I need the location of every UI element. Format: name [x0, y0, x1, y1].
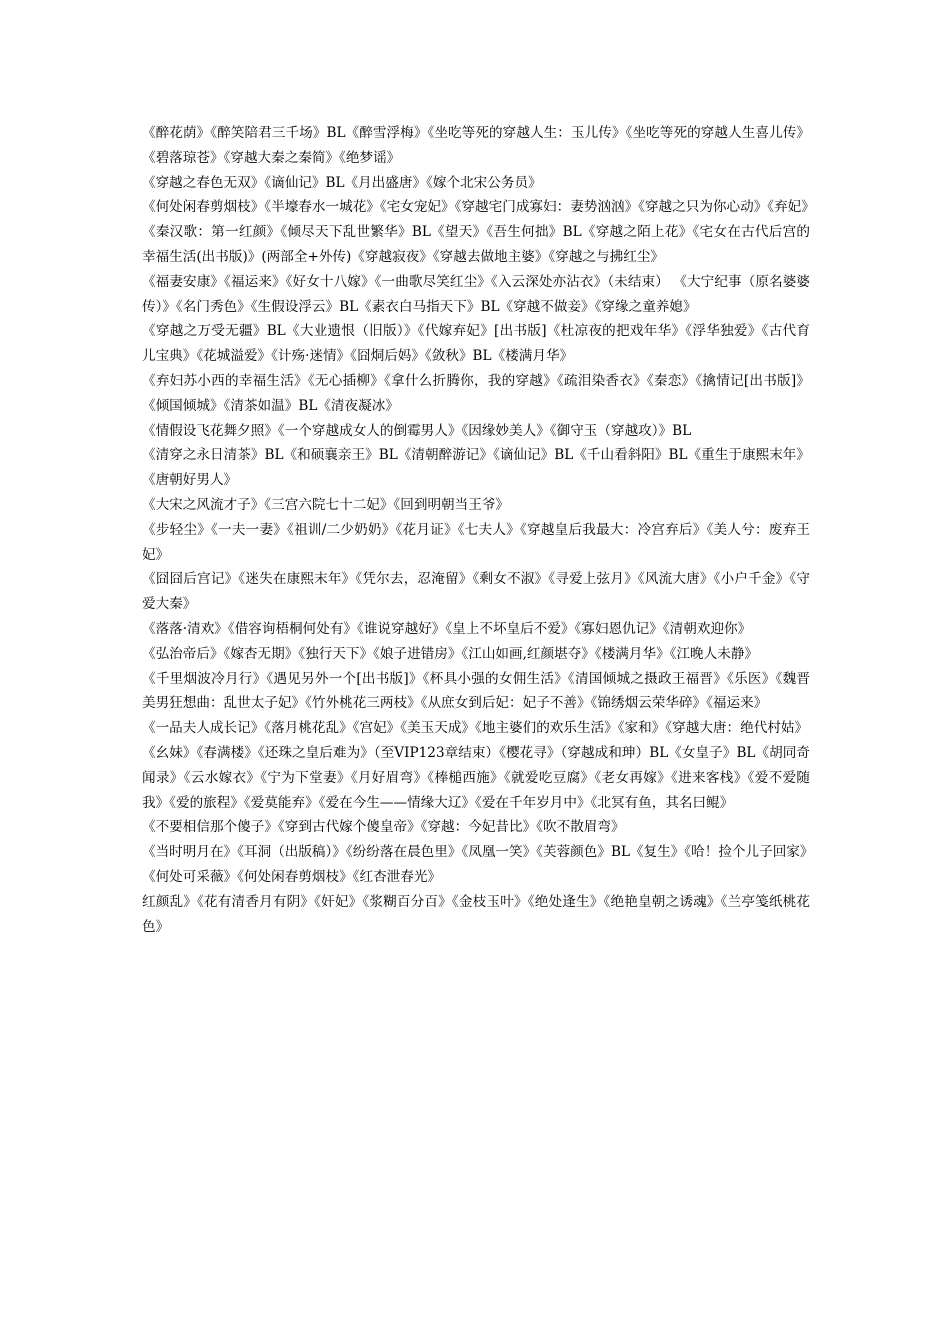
book-list-paragraph: 《何处可采薇》《何处闲春剪烟枝》《红杏泄春光》 — [142, 868, 442, 885]
book-list-paragraph: 《幺妹》《春满楼》《还珠之皇后难为》（至VIP123章结束）《樱花寻》（穿越成和珅）BL《女皇子》BL《胡同奇闻录》《云水嫁衣》《宁为下堂妻》《月好眉弯》《棒槌西施》《就爱吃豆腐》《老女再嫁》《进来客栈》《爱不爱随我》《爱的旅程》《爱莫能弃》《爱在今生——情缘大辽》《爱在千年岁月中》《北冥有鱼，其名曰鲲》 — [142, 744, 810, 811]
book-list-paragraph: 《步轻尘》《一夫一妻》《祖训/二少奶奶》《花月证》《七夫人》《穿越皇后我最大：冷宫弃后》《美人兮：废弃王妃》 — [142, 521, 810, 563]
document-body — [142, 121, 815, 939]
book-list-paragraph: 《何处闲春剪烟枝》《半壕春水一城花》《宅女宠妃》《穿越宅门成寡妇：妻势汹汹》《穿越之只为你心动》《弃妃》 — [142, 199, 815, 216]
book-list-paragraph: 《福妻安康》《福运来》《好女十八嫁》《一曲歌尽笑红尘》《入云深处亦沾衣》（未结束） 《大宁纪事（原名婆婆传）》《名门秀色》《生假设浮云》BL《素衣白马指天下》BL《穿越不做妾》《穿缘之童养媳》 — [142, 273, 810, 315]
book-list-paragraph: 《情假设飞花舞夕照》《一个穿越成女人的倒霉男人》《因缘妙美人》《御守玉（穿越攻）》BL — [142, 422, 692, 439]
book-list-paragraph: 《秦汉歌：第一红颜》《倾尽天下乱世繁华》BL《望天》《吾生何拙》BL《穿越之陌上花》《宅女在古代后宫的幸福生活(出书版)》(两部全+外传)《穿越寂夜》《穿越去做地主婆》《穿越之与拂红尘》 — [142, 224, 810, 265]
book-list-paragraph: 《穿越之春色无双》《谪仙记》BL《月出盛唐》《嫁个北宋公务员》 — [142, 174, 542, 191]
book-list-paragraph: 《弃妇苏小西的幸福生活》《无心插柳》《拿什么折腾你，我的穿越》《疏泪染香衣》《秦恋》《擒情记[出书版]》《倾国倾城》《清茶如温》BL《清夜凝冰》 — [142, 372, 810, 414]
book-list-paragraph: 《一品夫人成长记》《落月桃花乱》《宫妃》《美玉天成》《地主婆们的欢乐生活》《家和》《穿越大唐：绝代村姑》 — [142, 720, 809, 737]
book-list-paragraph: 《大宋之风流才子》《三宫六院七十二妃》《回到明朝当王爷》 — [142, 496, 510, 513]
book-list-paragraph: 《囧囧后宫记》《迷失在康熙末年》《凭尔去，忍淹留》《剩女不淑》《寻爱上弦月》《风流大唐》《小户千金》《守爱大秦》 — [142, 571, 810, 613]
book-list-paragraph: 红颜乱》《花有清香月有阴》《奸妃》《浆糊百分百》《金枝玉叶》《绝处逢生》《绝艳皇朝之诱魂》《兰亭笺纸桃花色》 — [142, 893, 810, 935]
book-list-paragraph: 《千里烟波冷月行》《遇见另外一个[出书版]》《杯具小强的女佣生活》《清国倾城之摄政王福晋》《乐医》《魏晋美男狂想曲：乱世太子妃》《竹外桃花三两枝》《从庶女到后妃：妃子不善》《锦绣烟云荣华碎》《福运来》 — [142, 670, 810, 712]
book-list-paragraph: 《不要相信那个傻子》《穿到古代嫁个傻皇帝》《穿越：今妃昔比》《吹不散眉弯》 — [142, 819, 625, 836]
book-list-paragraph: 《弘治帝后》《嫁杏无期》《独行天下》《娘子进错房》《江山如画,红颜堪夺》《楼满月华》《江晚人未静》 — [142, 645, 759, 662]
book-list-paragraph: 《当时明月在》《耳洞（出版稿）》《纷纷落在晨色里》《凤凰一笑》《芙蓉颜色》BL《复生》《哈！捡个儿子回家》 — [142, 844, 814, 861]
book-list-paragraph: 《穿越之万受无疆》BL《大业遗恨（旧版）》《代嫁弃妃》[出书版]《杜凉夜的把戏年华》《浮华独爱》《古代育儿宝典》《花城溢爱》《计殇·迷情》《囧烔后妈》《敛秋》BL《楼满月华》 — [142, 323, 810, 365]
book-list-paragraph: 《落落·清欢》《借容询梧桐何处有》《谁说穿越好》《皇上不坏皇后不爱》《寡妇恩仇记》《清朝欢迎你》 — [142, 620, 752, 637]
book-list-paragraph: 《清穿之永日清茶》BL《和硕襄亲王》BL《清朝醉游记》《谪仙记》BL《千山看斜阳》BL《重生于康熙末年》《唐朝好男人》 — [142, 447, 810, 489]
book-list-paragraph: 《醉花荫》《醉笑陪君三千场》BL《醉雪浮梅》《坐吃等死的穿越人生：玉儿传》《坐吃等死的穿越人生喜儿传》《碧落琼苍》《穿越大秦之秦简》《绝梦谣》 — [142, 125, 810, 166]
